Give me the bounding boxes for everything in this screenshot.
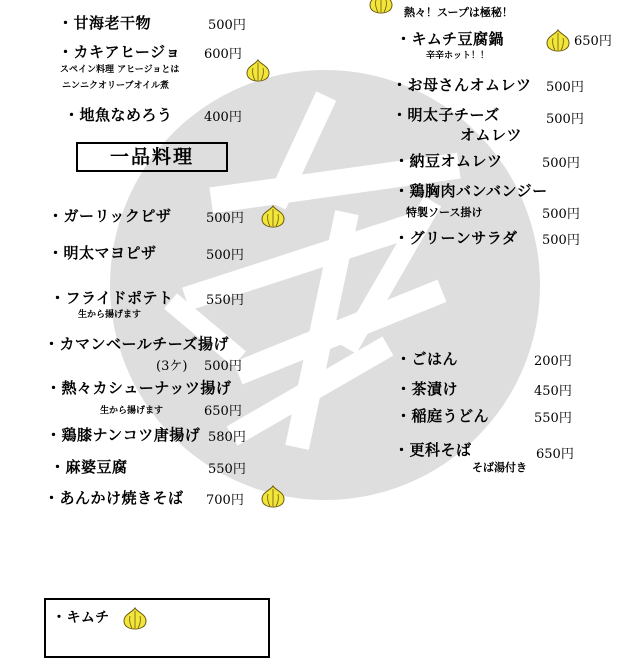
menu-item-price: 500円 (206, 248, 244, 263)
menu-item-price: 500円 (206, 211, 244, 226)
menu-item-price: 580円 (208, 430, 246, 445)
menu-item-note: スペイン料理 アヒージョとは (60, 65, 180, 75)
menu-item-price: 500円 (542, 207, 580, 222)
menu-item-name: ・甘海老干物 (58, 14, 152, 32)
menu-item-price: 500円 (546, 112, 584, 127)
menu-item-name: ・お母さんオムレツ (392, 76, 532, 94)
menu-item-price: 650円 (574, 34, 612, 49)
menu-item-name: ・更科そば (394, 441, 472, 459)
menu-item-note: 生から揚げます (78, 310, 142, 320)
menu-item-price: 600円 (204, 47, 242, 62)
menu-item-name: ・鶏膝ナンコツ唐揚げ (46, 426, 201, 444)
menu-item-price: 650円 (536, 447, 574, 462)
menu-item-qty: (3ケ) (156, 359, 188, 374)
menu-item-name: ・キムチ (52, 610, 110, 626)
menu-item-note: 辛辛ホット！！ (426, 51, 490, 61)
menu-item-price: 450円 (534, 384, 572, 399)
menu-item-name: ・あんかけ焼きそば (44, 489, 184, 507)
menu-item-price: 500円 (542, 233, 580, 248)
menu-item-note: 特製ソース掛け (406, 206, 483, 219)
menu-item-note: そば湯付き (472, 461, 527, 474)
garlic-icon (543, 28, 573, 52)
menu-item-name: ・納豆オムレツ (394, 152, 503, 170)
menu-item-price: 500円 (204, 359, 242, 374)
menu-item-price: 500円 (546, 80, 584, 95)
menu-note: 熱々！スープは極秘！ (404, 6, 513, 19)
menu-item-name: ・グリーンサラダ (394, 229, 518, 247)
menu-item-name: ・熱々カシューナッツ揚げ (46, 379, 232, 397)
menu-item-note: ニンニクオリーブオイル煮 (62, 81, 170, 91)
menu-item-price: 200円 (534, 354, 572, 369)
menu-item-name: ・カキアヒージョ (58, 43, 181, 61)
section-title-ippin: 一品料理 (76, 142, 228, 172)
menu-item-name: ・ごはん (396, 350, 459, 368)
menu-item-name: ・明太マヨピザ (48, 244, 157, 262)
menu-item-name: ・茶漬け (396, 380, 459, 398)
menu-item-price: 500円 (542, 156, 580, 171)
menu-item-name: ・鶏胸肉バンバンジー (394, 182, 548, 200)
menu-item-price: 650円 (204, 404, 242, 419)
menu-item-name: ・フライドポテト (50, 289, 174, 307)
menu-item-price: 500円 (208, 18, 246, 33)
menu-item-name: ・地魚なめろう (64, 106, 173, 124)
menu-item-name: ・カマンベールチーズ揚げ (44, 335, 229, 353)
menu-item-note: 生から揚げます (100, 406, 164, 416)
garlic-icon (366, 0, 396, 14)
garlic-icon (258, 484, 288, 508)
menu-item-name-line2: オムレツ (460, 126, 523, 144)
menu-item-name: ・ガーリックピザ (48, 207, 172, 225)
menu-item-name: ・稲庭うどん (396, 407, 490, 425)
menu-item-price: 700円 (206, 493, 244, 508)
garlic-icon (258, 204, 288, 228)
garlic-icon (243, 58, 273, 82)
menu-item-name: ・麻婆豆腐 (50, 458, 128, 476)
menu-item-price: 550円 (208, 462, 246, 477)
menu-item-price: 550円 (206, 293, 244, 308)
menu-item-name: ・明太子チーズ (392, 106, 500, 124)
menu-item-price: 550円 (534, 411, 572, 426)
menu-item-price: 400円 (204, 110, 242, 125)
menu-item-name: ・キムチ豆腐鍋 (396, 30, 505, 48)
